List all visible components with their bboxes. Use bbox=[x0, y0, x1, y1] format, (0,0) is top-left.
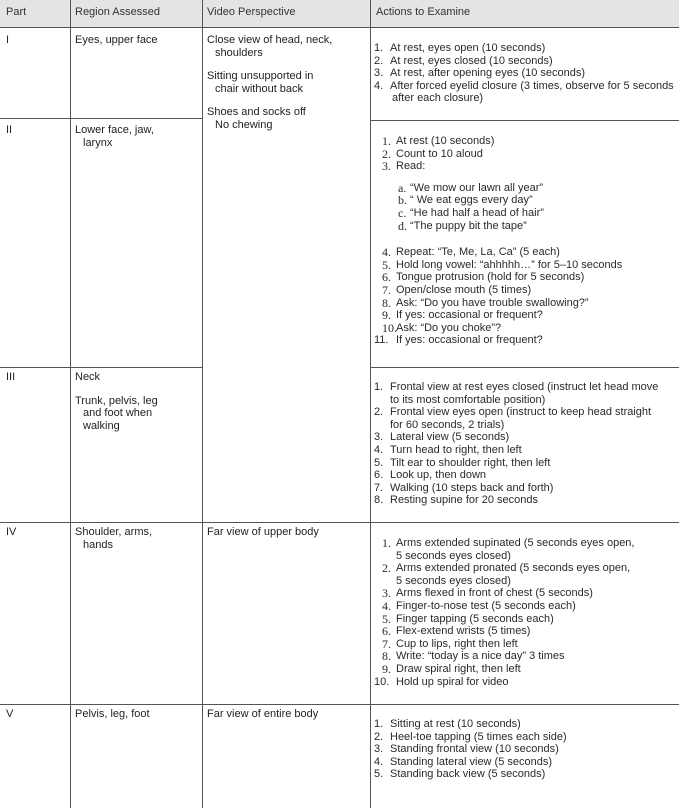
part-label: I bbox=[6, 34, 10, 46]
list-item: a. “We mow our lawn all year” bbox=[398, 180, 544, 195]
list-item: 1. Sitting at rest (10 seconds) bbox=[374, 718, 521, 730]
video-line: Close view of head, neck, bbox=[207, 34, 333, 46]
region-line: and foot when bbox=[83, 407, 153, 420]
region-line: Neck bbox=[75, 371, 101, 383]
video-line: Shoes and socks off bbox=[207, 106, 306, 119]
video-line: Far view of upper body bbox=[207, 526, 319, 538]
list-item: 1. Frontal view at rest eyes closed (instruct let head move to its most comfortable position) bbox=[374, 381, 659, 406]
region-assessed bbox=[75, 708, 150, 721]
row-divider bbox=[370, 120, 679, 121]
column-divider bbox=[370, 0, 371, 808]
list-item: 3. Standing frontal view (10 seconds) bbox=[374, 743, 559, 756]
list-item: 5. Standing back view (5 seconds) bbox=[374, 768, 546, 781]
list-item: 10. Hold up spiral for video bbox=[374, 675, 509, 688]
region-assessed bbox=[75, 526, 152, 551]
header-video: Video Perspective bbox=[207, 6, 296, 18]
region-line: hands bbox=[83, 538, 113, 551]
row-divider bbox=[0, 367, 202, 368]
list-item: d. “The puppy bit the tape” bbox=[398, 218, 527, 233]
list-item: 5. Finger tapping (5 seconds each) bbox=[382, 611, 554, 626]
actions-list bbox=[374, 381, 674, 507]
video-line: shoulders bbox=[215, 46, 263, 59]
row-divider bbox=[370, 367, 679, 368]
region-line: walking bbox=[83, 419, 120, 432]
video-line: No chewing bbox=[215, 118, 273, 131]
header-part: Part bbox=[6, 6, 27, 18]
video-line: chair without back bbox=[215, 82, 304, 95]
row-divider bbox=[0, 704, 679, 705]
column-divider bbox=[202, 0, 203, 808]
list-item: c. “He had half a head of hair” bbox=[398, 205, 544, 220]
region-line: Trunk, pelvis, leg bbox=[75, 394, 158, 407]
list-item: 2. Count to 10 aloud bbox=[382, 146, 483, 161]
list-item: 3. At rest, after opening eyes (10 seconds) bbox=[374, 67, 586, 80]
region-line: Pelvis, leg, foot bbox=[75, 708, 150, 720]
region-line: larynx bbox=[83, 136, 113, 149]
part-label: III bbox=[6, 371, 16, 383]
row-divider bbox=[0, 522, 679, 523]
list-item: 8. Resting supine for 20 seconds bbox=[374, 494, 538, 507]
table-header bbox=[0, 0, 679, 28]
list-item bbox=[374, 347, 674, 360]
column-divider bbox=[70, 0, 71, 808]
list-item: 6. Look up, then down bbox=[374, 469, 487, 482]
list-item: 5. Tilt ear to shoulder right, then left bbox=[374, 456, 551, 469]
list-item: 1. At rest, eyes open (10 seconds) bbox=[374, 42, 546, 54]
list-item: 9. If yes: occasional or frequent? bbox=[382, 308, 543, 323]
list-item: 4. Turn head to right, then left bbox=[374, 443, 522, 456]
region-line: Lower face, jaw, bbox=[75, 124, 154, 136]
list-item: 4. Standing lateral view (5 seconds) bbox=[374, 755, 553, 768]
video-line: Far view of entire body bbox=[207, 708, 319, 720]
video-perspective bbox=[207, 526, 319, 539]
part-label: IV bbox=[6, 526, 17, 538]
list-item: 2. At rest, eyes closed (10 seconds) bbox=[374, 54, 553, 67]
region-line: Eyes, upper face bbox=[75, 34, 158, 46]
list-item: 11. If yes: occasional or frequent? bbox=[374, 334, 543, 347]
region-assessed bbox=[75, 34, 158, 47]
list-item: b. “ We eat eggs every day” bbox=[398, 193, 533, 208]
list-item: 3. Lateral view (5 seconds) bbox=[374, 431, 510, 444]
actions-list bbox=[374, 537, 674, 688]
video-perspective bbox=[207, 34, 367, 132]
list-item: 1. At rest (10 seconds) bbox=[382, 134, 495, 148]
list-item: 8. Ask: “Do you have trouble swallowing?” bbox=[382, 295, 589, 310]
list-item: 7. Open/close mouth (5 times) bbox=[382, 282, 532, 297]
part-label: V bbox=[6, 708, 14, 720]
list-item: 3. Arms flexed in front of chest (5 seconds) bbox=[382, 586, 593, 601]
list-item: 9. Draw spiral right, then left bbox=[382, 661, 521, 676]
list-item: 5. Hold long vowel: “ahhhhh…” for 5–10 seconds bbox=[382, 257, 623, 272]
list-item: 4. Finger-to-nose test (5 seconds each) bbox=[382, 598, 576, 613]
actions-list bbox=[374, 135, 674, 360]
list-item: 6. Flex-extend wrists (5 times) bbox=[382, 624, 531, 639]
video-perspective bbox=[207, 708, 318, 721]
list-item: 8. Write: “today is a nice day” 3 times bbox=[382, 649, 565, 664]
list-item: 2. Frontal view eyes open (instruct to keep head straight for 60 seconds, 2 trials) bbox=[374, 406, 652, 431]
header-actions: Actions to Examine bbox=[376, 6, 471, 18]
list-item: 6. Tongue protrusion (hold for 5 seconds) bbox=[382, 270, 585, 285]
list-item: 3. Read: bbox=[382, 159, 426, 174]
actions-list bbox=[374, 42, 674, 105]
region-assessed bbox=[75, 124, 154, 149]
list-item: 7. Cup to lips, right then left bbox=[382, 636, 518, 651]
list-item: 7. Walking (10 steps back and forth) bbox=[374, 481, 554, 494]
actions-list bbox=[374, 718, 674, 781]
header-region: Region Assessed bbox=[75, 6, 160, 18]
list-item: 1. Arms extended supinated (5 seconds eyes open, 5 seconds eyes closed) bbox=[382, 536, 635, 562]
region-assessed bbox=[75, 371, 158, 432]
video-line: Sitting unsupported in bbox=[207, 70, 314, 83]
part-label: II bbox=[6, 124, 13, 136]
list-item: 2. Heel-toe tapping (5 times each side) bbox=[374, 730, 567, 743]
region-line: Shoulder, arms, bbox=[75, 526, 153, 538]
list-item: 2. Arms extended pronated (5 seconds eyes open, 5 seconds eyes closed) bbox=[382, 561, 631, 587]
row-divider bbox=[0, 118, 202, 119]
list-item: 4. After forced eyelid closure (3 times, observe for 5 seconds after each closure) bbox=[374, 79, 674, 105]
list-item: 10. Ask: “Do you choke”? bbox=[382, 320, 502, 335]
list-item: 4. Repeat: “Te, Me, La, Ca” (5 each) bbox=[382, 245, 560, 260]
